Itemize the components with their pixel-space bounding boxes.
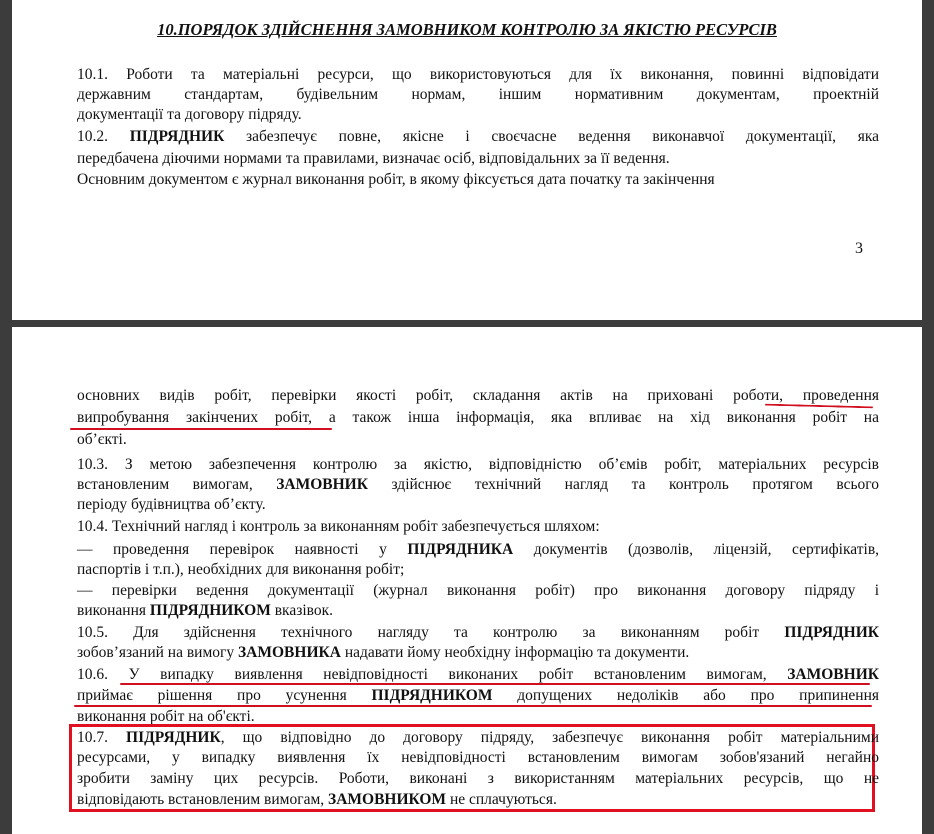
clause-10-4-line-1: 10.4. Технічний нагляд і контроль за виконанням робіт забезпечується шляхом: [77,518,600,535]
party-name: ПІДРЯДНИК [129,128,225,145]
clause-10-4-line-5: виконання ПІДРЯДНИКОМ вказівок. [77,602,334,619]
clause-10-7-line-2: ресурсами, у випадку виявлення їх невідповідності встановленим вимогам зобов'язаний негайно [77,749,879,766]
clause-10-7-line-1: 10.7. ПІДРЯДНИК, що відповідно до договору підряду, забезпечує виконання робіт матеріальними [77,729,879,746]
party-name: ЗАМОВНИКА [238,644,341,661]
underlined-phrase: , проведення [779,387,879,404]
clause-10-1-line-3: документації та договору підряду. [77,106,302,123]
party-name: ПІДРЯДНИКОМ [149,602,271,619]
red-underline [74,705,872,707]
clause-10-7-line-3: зробити заміну цих ресурсів. Роботи, виконані з використанням матеріальних ресурсів, що не [77,770,879,787]
party-name: ЗАМОВНИК [787,666,879,683]
party-name: ПІДРЯДНИК [126,729,221,746]
clause-10-1-line-1: 10.1. Роботи та матеріальні ресурси, що використовуються для їх виконання, повинні відповідати [77,66,879,83]
section-heading: 10.ПОРЯДОК ЗДІЙСНЕННЯ ЗАМОВНИКОМ КОНТРОЛЮ ЗА ЯКІСТЮ РЕСУРСІВ [157,20,777,39]
document-page-bottom [12,327,922,834]
underlined-phrase: випробування закінчених робіт [77,409,309,426]
clause-10-2-line-2: передбачена діючими нормами та правилами, визначає осіб, відповідальних за її ведення. [77,150,670,167]
clause-10-4-line-2: — проведення перевірок наявності у ПІДРЯДНИКА документів (дозволів, ліцензій, сертифікатів, [77,541,880,558]
clause-10-7-line-4: відповідають встановленим вимогам, ЗАМОВНИКОМ не сплачуються. [77,791,557,808]
party-name: ЗАМОВНИКОМ [328,791,447,808]
party-name: ПІДРЯДНИКОМ [371,687,493,704]
clause-10-6-line-1: 10.6. У випадку виявлення невідповідності виконаних робіт встановленим вимогам, ЗАМОВНИК [77,666,879,683]
continuation-line-3: об’єкті. [77,431,127,448]
clause-10-2-line-1: 10.2. ПІДРЯДНИК забезпечує повне, якісне і своєчасне ведення виконавчої документації, яка [77,128,880,145]
clause-10-3-line-3: періоду будівництва об’єкту. [77,496,266,513]
clause-10-5-line-2: зобов’язаний на вимогу ЗАМОВНИКА надавати йому необхідну інформацію та документи. [77,644,690,661]
document-page-top [12,0,922,320]
clause-10-1-line-2: державним стандартам, будівельним нормам, іншим нормативним документам, проектній [77,86,879,103]
party-name: ПІДРЯДНИКА [407,541,514,558]
clause-10-5-line-1: 10.5. Для здійснення технічного нагляду та контролю за виконанням робіт ПІДРЯДНИК [77,624,879,641]
clause-10-6-line-3: виконання робіт на об'єкті. [77,708,255,725]
page-number: 3 [855,240,863,257]
clause-10-2-line-3: Основним документом є журнал виконання робіт, в якому фіксується дата початку та закінчення [77,171,715,188]
clause-10-4-line-4: — перевірки ведення документації (журнал виконання робіт) про виконання договору підряду і [77,582,879,599]
party-name: ЗАМОВНИК [276,476,368,493]
clause-10-3-line-2: встановленим вимогам, ЗАМОВНИК здійснює технічний нагляд та контроль протягом всього [77,476,879,493]
continuation-line-1: основних видів робіт, перевірки якості робіт, складання актів на приховані роботи, проведення [77,387,879,404]
clause-10-3-line-1: 10.3. З метою забезпечення контролю за якістю, відповідністю об’ємів робіт, матеріальних ресурсів [77,456,879,473]
party-name: ПІДРЯДНИК [784,624,879,641]
clause-10-4-line-3: паспортів і т.п.), необхідних для виконання робіт; [77,561,405,578]
red-underline [120,683,870,685]
red-underline [70,428,332,430]
continuation-line-2: випробування закінчених робіт, а також інша інформація, яка впливає на хід виконання робіт на [77,409,879,426]
clause-10-6-line-2: приймає рішення про усунення ПІДРЯДНИКОМ допущених недоліків або про припинення [77,687,879,704]
